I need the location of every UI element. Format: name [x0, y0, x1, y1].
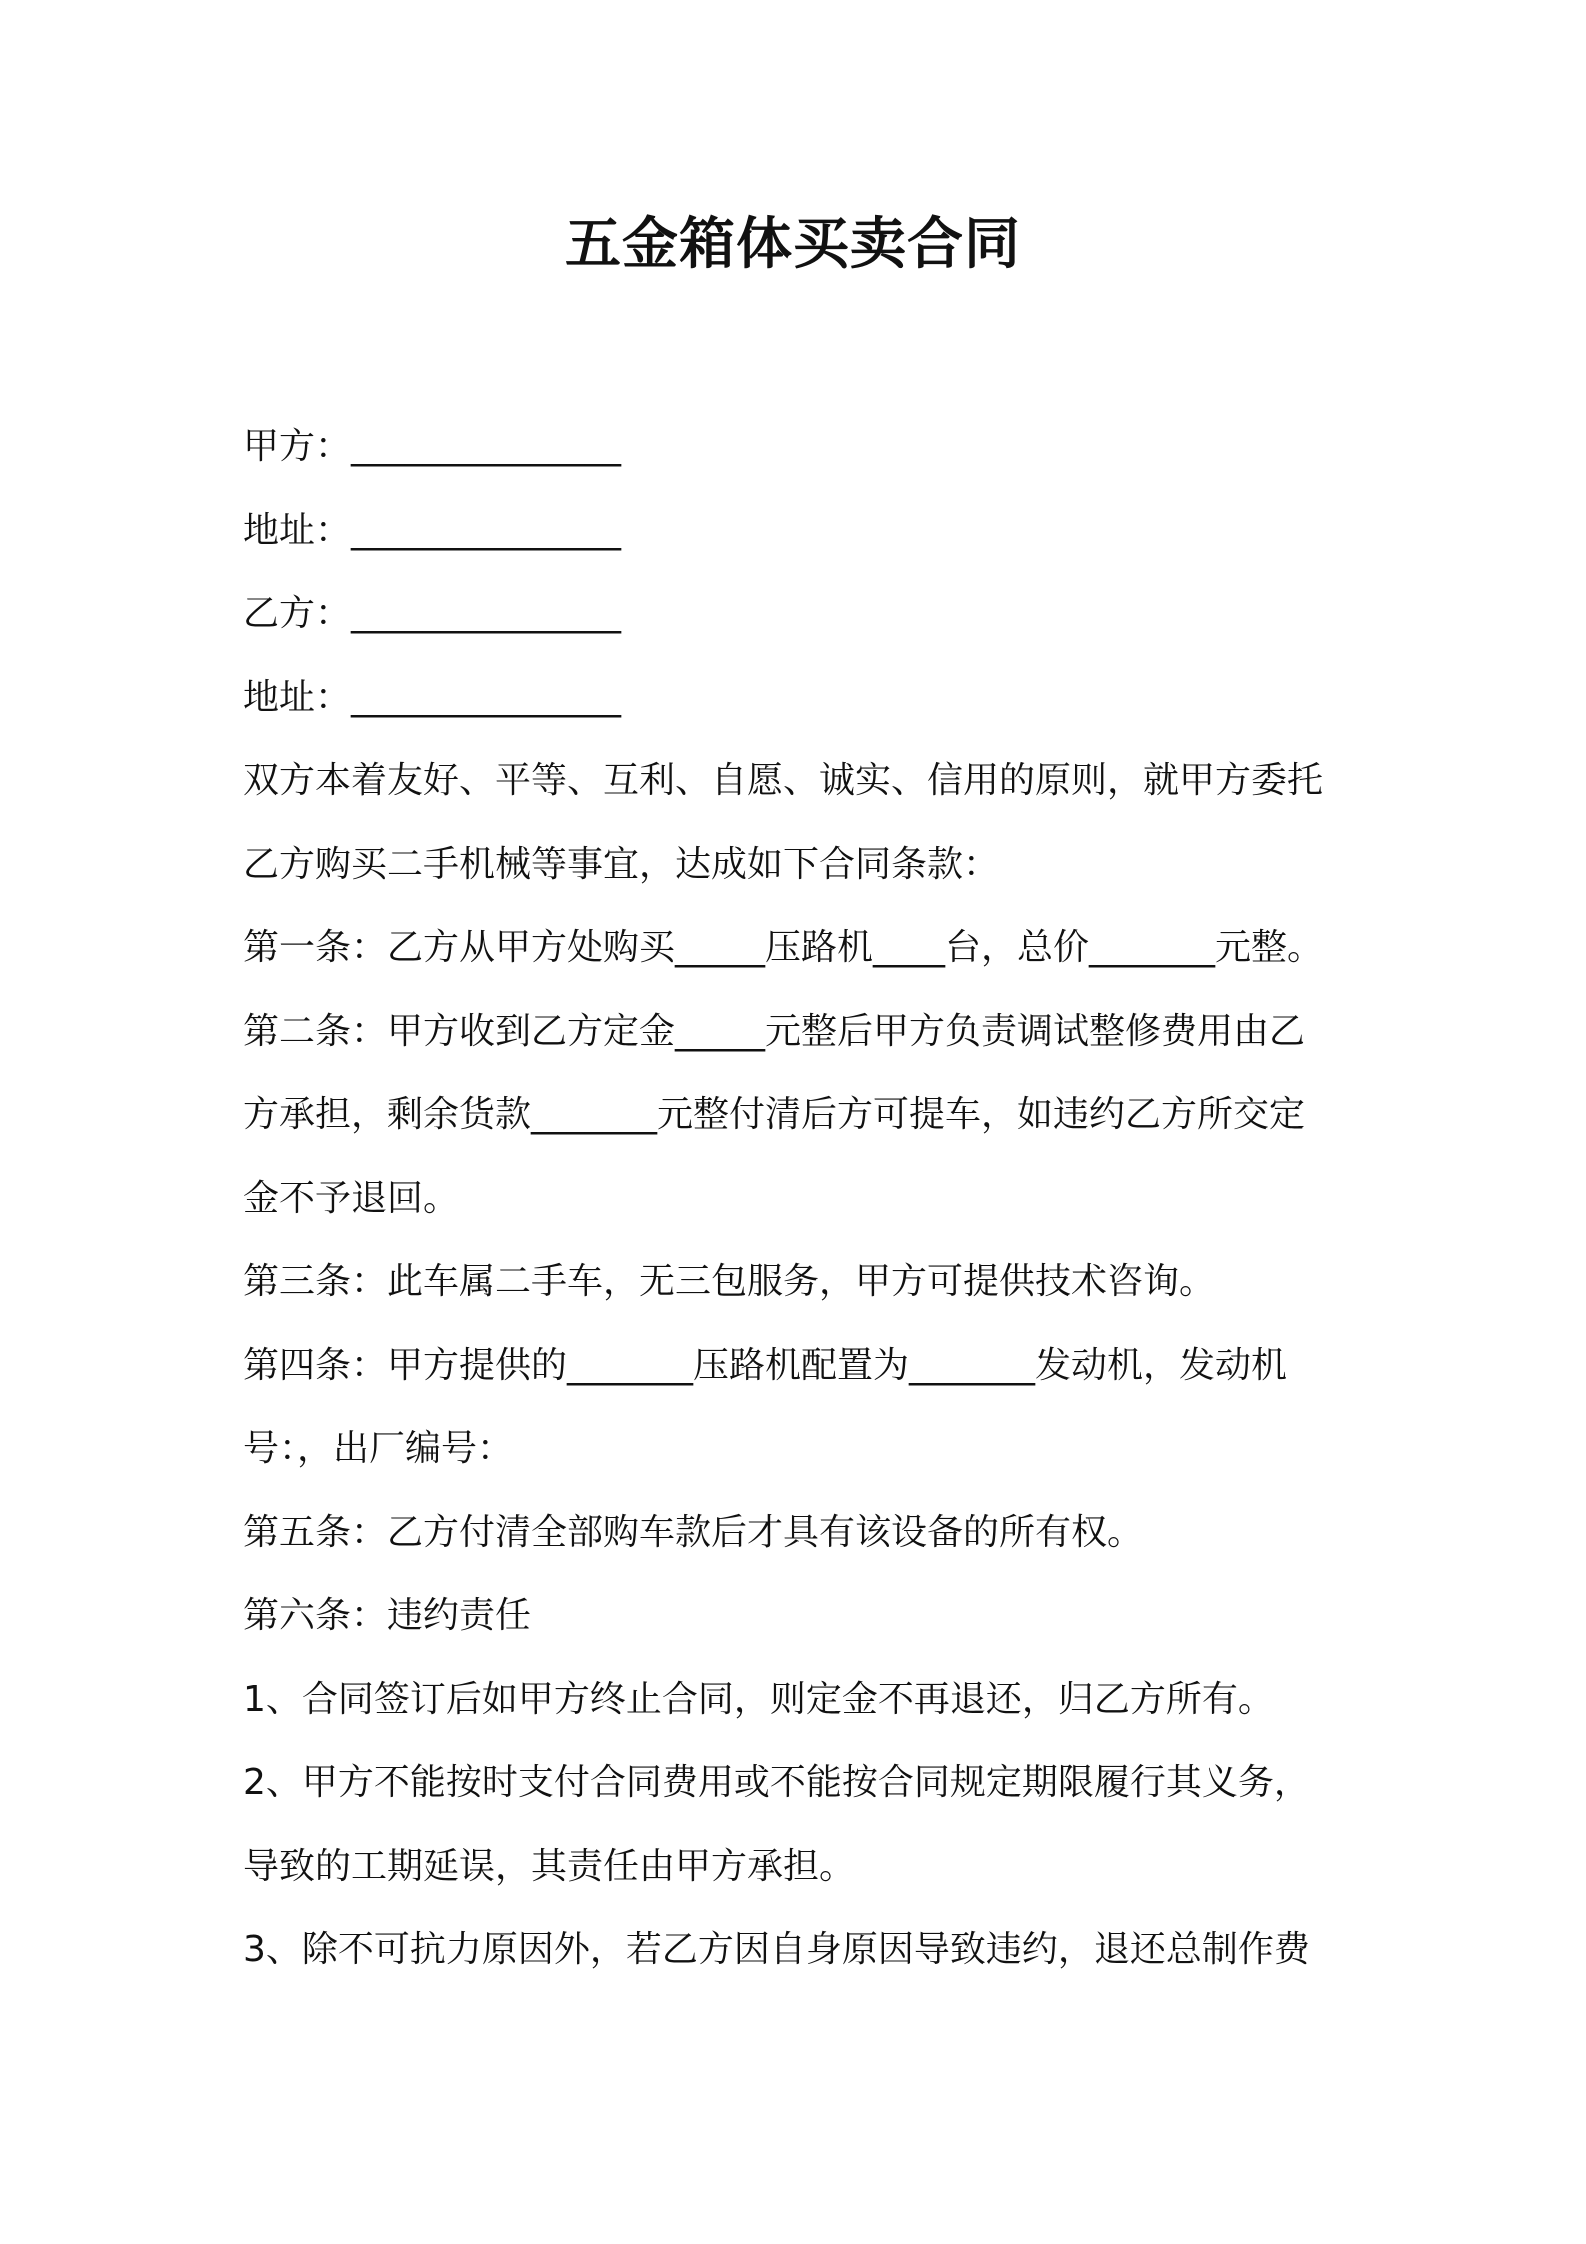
- article-2-line-3: 金不予退回。: [243, 1177, 460, 1219]
- article-6-heading: 第六条：违约责任: [243, 1595, 532, 1636]
- article-2-line-1: 第二条：甲方收到乙方定金_____元整后甲方负责调试整修费用由乙: [243, 1010, 1306, 1052]
- document-title: 五金箱体买卖合同: [565, 212, 1021, 277]
- liability-item-3-line-1: 3、除不可抗力原因外，若乙方因自身原因导致违约，退还总制作费: [243, 1929, 1310, 1970]
- article-5-line: 第五条：乙方付清全部购车款后才具有该设备的所有权。: [243, 1511, 1144, 1553]
- document-body: [243, 405, 1358, 1992]
- party-a-address-line: 地址：_______________: [243, 509, 622, 551]
- preamble-line-2: 乙方购买二手机械等事宜，达成如下合同条款：: [243, 843, 1000, 885]
- article-1-line: 第一条：乙方从甲方处购买_____压路机____台，总价_______元整。: [243, 927, 1324, 968]
- article-2-line-2: 方承担，剩余货款_______元整付清后方可提车，如违约乙方所交定: [243, 1094, 1306, 1135]
- article-3-line: 第三条：此车属二手车，无三包服务，甲方可提供技术咨询。: [243, 1261, 1216, 1302]
- article-4-line-1: 第四条：甲方提供的_______压路机配置为_______发动机，发动机: [243, 1344, 1288, 1386]
- liability-item-1: 1、合同签订后如甲方终止合同，则定金不再退还，归乙方所有。: [243, 1678, 1274, 1720]
- article-4-line-2: 号：，出厂编号：: [243, 1428, 514, 1469]
- party-a-line: 甲方：_______________: [243, 426, 622, 467]
- preamble-line-1: 双方本着友好、平等、互利、自愿、诚实、信用的原则，就甲方委托: [243, 760, 1324, 801]
- party-b-line: 乙方：_______________: [243, 593, 622, 634]
- liability-item-2-line-2: 导致的工期延误，其责任由甲方承担。: [243, 1845, 856, 1887]
- liability-item-2-line-1: 2、甲方不能按时支付合同费用或不能按合同规定期限履行其义务，: [243, 1762, 1310, 1803]
- party-b-address-line: 地址：_______________: [243, 676, 622, 718]
